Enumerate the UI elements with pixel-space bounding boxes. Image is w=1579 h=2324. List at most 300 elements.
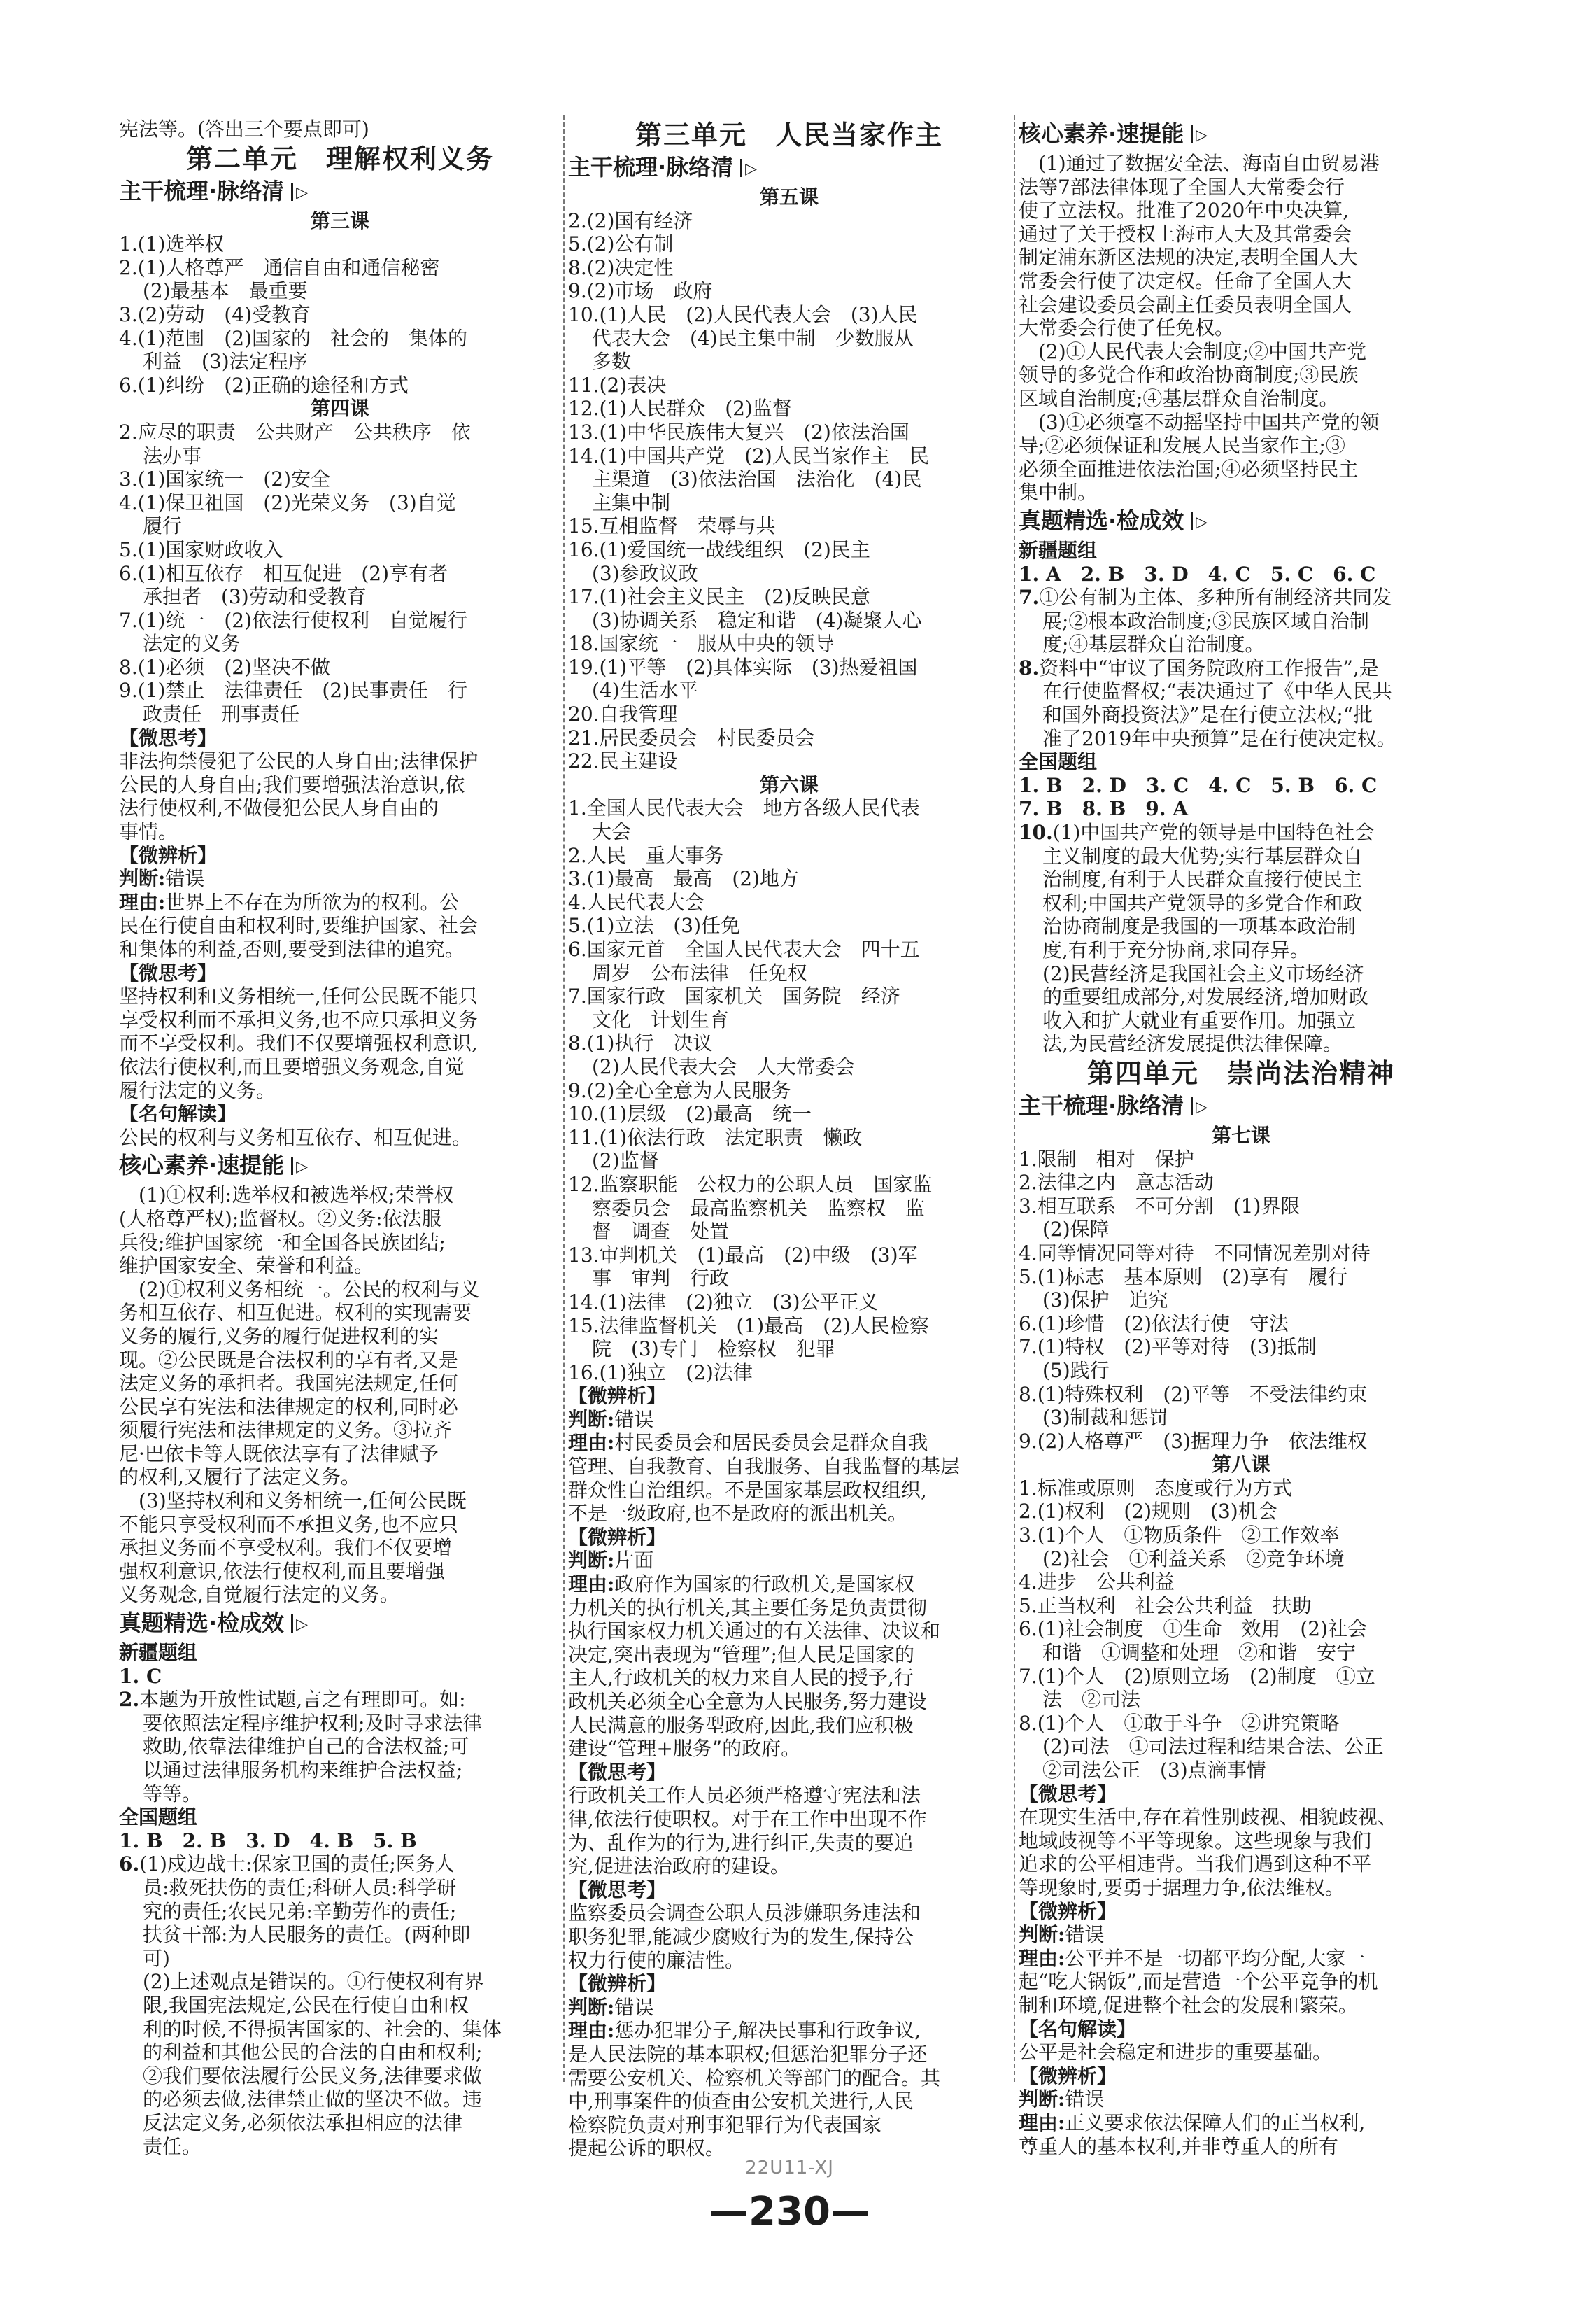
tag-label: 【微辨析】: [119, 843, 218, 867]
text-line: 区域自治制度;④基层群众自治制度。: [1019, 386, 1339, 410]
line-label: 判断:: [1019, 2087, 1065, 2111]
labeled-line: [1019, 2111, 1464, 2135]
tag-label: 【微辨析】: [1019, 1899, 1117, 1923]
labeled-line: [1019, 656, 1464, 680]
text-line: 准了2019年中央预算”是在行使决定权。: [1042, 726, 1396, 750]
text-line: 常委会行使了决定权。任命了全国人大: [1019, 269, 1352, 293]
text-line: 在行使监督权;“表决通过了《中华人民共: [1042, 679, 1392, 703]
text-line: 群众性自治组织。不是国家基层政权组织,: [568, 1478, 927, 1502]
text-line: (5)践行: [1042, 1358, 1110, 1382]
text-line: 集中制。: [1019, 481, 1098, 505]
line-text: 错误: [165, 867, 205, 891]
labeled-line: [1019, 1923, 1464, 1947]
text-line: 17.(1)社会主义民主 (2)反映民意: [568, 585, 870, 609]
text-line: 导;②必须保证和发展人民当家作主;③: [1019, 434, 1345, 458]
text-line: (1)①权利:选举权和被选举权;荣誉权: [119, 1183, 454, 1207]
page-number: —230—: [709, 2189, 870, 2234]
text-line: 制定浦东新区法规的决定,表明全国人大: [1019, 246, 1358, 269]
section-title: 真题精选·检成效: [1019, 507, 1184, 534]
text-line: (4)生活水平: [592, 679, 698, 703]
labeled-line: [568, 1549, 1010, 1572]
labeled-line: [568, 1996, 1010, 2020]
bar-icon: [1191, 512, 1193, 530]
line-text: 政府作为国家的行政机关,是国家权: [614, 1572, 915, 1596]
text-line: 政责任 刑事责任: [143, 703, 300, 726]
tag-label: 【名句解读】: [1019, 2017, 1137, 2041]
text-line: 反法定义务,必须依法承担相应的法律: [143, 2111, 462, 2134]
text-line: 大会: [592, 820, 632, 844]
text-line: 承担者 (3)劳动和受教育: [143, 585, 367, 609]
text-line: 10.(1)人民 (2)人民代表大会 (3)人民: [568, 302, 918, 326]
text-line: 提起公诉的职权。: [568, 2136, 725, 2160]
text-line: 社会建设委员会副主任委员表明全国人: [1019, 293, 1352, 316]
text-line: 21.居民委员会 村民委员会: [568, 726, 815, 749]
text-line: 和国外商投资法》”是在行使立法权;“批: [1042, 703, 1373, 727]
text-line: (3)参政议政: [592, 561, 698, 585]
middle-column: [568, 118, 1010, 2160]
text-line: 宪法等。(答出三个要点即可): [119, 118, 369, 141]
text-line: 20.自我管理: [568, 703, 678, 726]
text-line: 监察委员会调查公职人员涉嫌职务违法和: [568, 1901, 921, 1925]
unit-heading: 第三单元 人民当家作主: [635, 119, 943, 150]
section-heading: [119, 1150, 561, 1182]
text-line: 4.同等情况同等对待 不同情况差别对待: [1019, 1241, 1371, 1265]
labeled-line: [119, 867, 561, 891]
text-line: 扶贫干部:为人民服务的责任。(两种即: [143, 1923, 471, 1947]
left-column: [119, 118, 561, 2158]
text-line: 不能只享受权利而不承担义务,也不应只: [119, 1512, 458, 1536]
labeled-line: [568, 2019, 1010, 2043]
text-line: (3)①必须毫不动摇坚持中国共产党的领: [1019, 410, 1380, 434]
text-line: 2.人民 重大事务: [568, 843, 724, 867]
text-line: 地域歧视等不平等现象。这些现象与我们: [1019, 1829, 1372, 1852]
text-line: 尊重人的基本权利,并非尊重人的所有: [1019, 2134, 1338, 2158]
section-heading: [119, 176, 561, 208]
text-line: 4.(1)保卫祖国 (2)光荣义务 (3)自觉: [119, 491, 456, 514]
text-line: (3)保护 追究: [1042, 1288, 1168, 1312]
print-code: 22U11-XJ: [745, 2157, 834, 2178]
line-text: 本题为开放性试题,言之有理即可。如:: [139, 1688, 466, 1712]
text-line: 需要公安机关、检察机关等部门的配合。其: [568, 2066, 941, 2090]
text-line: 以通过法律服务机构来维护合法权益;: [143, 1759, 463, 1782]
section-title: 核心素养·速提能: [1019, 120, 1184, 147]
section-heading: [119, 1608, 561, 1640]
text-line: 治制度,有利于人民群众直接行使民主: [1042, 868, 1362, 892]
text-line: 起“吃大锅饭”,而是营造一个公平竞争的机: [1019, 1970, 1378, 1994]
text-line: 救助,依靠法律维护自己的合法权益;可: [143, 1735, 469, 1759]
line-text: 错误: [614, 1995, 654, 2019]
text-line: 3.相互联系 不可分割 (1)界限: [1019, 1194, 1301, 1218]
text-line: 法定义务的承担者。我国宪法规定,任何: [119, 1372, 458, 1395]
text-line: (2)最基本 最重要: [143, 279, 308, 303]
text-line: 6.(1)纠纷 (2)正确的途径和方式: [119, 373, 409, 397]
text-line: 1.(1)选举权: [119, 232, 225, 256]
triangle-icon: ▷: [1196, 513, 1208, 531]
text-line: 6.国家元首 全国人民代表大会 四十五: [568, 938, 920, 961]
text-line: 通过了关于授权上海市人大及其常委会: [1019, 222, 1352, 246]
text-line: 公平是社会稳定和进步的重要基础。: [1019, 2041, 1333, 2064]
text-line: (1)通过了数据安全法、海南自由贸易港: [1019, 152, 1380, 175]
text-line: 9.(2)市场 政府: [568, 279, 713, 303]
labeled-line: [119, 891, 561, 915]
text-line: 5.(2)公有制: [568, 232, 674, 256]
unit-heading: 第二单元 理解权利义务: [185, 142, 494, 174]
text-line: 建设“管理+服务”的政府。: [568, 1737, 801, 1761]
text-line: 5.(1)标志 基本原则 (2)享有 履行: [1019, 1265, 1348, 1288]
text-line: 力机关的执行机关,其主要任务是负责贯彻: [568, 1596, 927, 1619]
line-label: 理由:: [1019, 2111, 1065, 2134]
lesson-heading: 第八课: [1211, 1453, 1270, 1477]
line-text: 世界上不存在为所欲为的权利。公: [165, 890, 460, 914]
section-title: 核心素养·速提能: [119, 1152, 285, 1179]
text-line: 中,刑事案件的侦查由公安机关进行,人民: [568, 2090, 914, 2113]
text-line: 10.(1)层级 (2)最高 统一: [568, 1102, 812, 1126]
text-line: 追求的公平相违背。当我们遇到这种不平: [1019, 1852, 1372, 1876]
text-line: 不是一级政府,也不是政府的派出机关。: [568, 1502, 907, 1526]
text-line: 收入和扩大就业有重要作用。加强立: [1042, 1008, 1357, 1032]
text-line: (2)监督: [592, 1149, 659, 1173]
text-line: 6.(1)相互依存 相互促进 (2)享有者: [119, 561, 448, 585]
text-line: 和谐 ①调整和处理 ②和谐 安宁: [1042, 1641, 1357, 1665]
text-line: (2)人民代表大会 人大常委会: [592, 1055, 855, 1078]
group-heading: 新疆题组: [1019, 538, 1098, 562]
triangle-icon: ▷: [745, 160, 758, 178]
text-line: 履行法定的义务。: [119, 1078, 276, 1102]
text-line: 12.(1)人民群众 (2)监督: [568, 397, 792, 421]
text-line: 履行: [143, 514, 183, 538]
text-line: 公民的权利与义务相互依存、相互促进。: [119, 1125, 472, 1149]
labeled-line: [1019, 586, 1464, 610]
text-line: 1.全国人民代表大会 地方各级人民代表: [568, 796, 920, 820]
text-line: 制和环境,促进整个社会的发展和繁荣。: [1019, 1993, 1358, 2017]
bar-icon: [1191, 125, 1193, 143]
text-line: 和集体的利益,否则,要受到法律的追究。: [119, 938, 465, 961]
text-line: 察委员会 最高监察机关 监察权 监: [592, 1196, 926, 1220]
text-line: 6.(1)社会制度 ①生命 效用 (2)社会: [1019, 1617, 1368, 1641]
text-line: (2)社会 ①利益关系 ②竞争环境: [1042, 1547, 1345, 1570]
text-line: 2.(2)国有经济: [568, 209, 693, 232]
text-line: 14.(1)法律 (2)独立 (3)公平正义: [568, 1290, 879, 1314]
text-line: 的必须去做,法律禁止做的坚决不做。违: [143, 2087, 482, 2111]
line-label: 理由:: [1019, 1946, 1065, 1970]
section-title: 真题精选·检成效: [119, 1610, 285, 1637]
section-heading: [1019, 1091, 1464, 1122]
line-text: 村民委员会和居民委员会是群众自我: [614, 1431, 928, 1455]
text-line: 强权利意识,依法行使权利,而且要增强: [119, 1559, 445, 1583]
text-line: 文化 计划生育: [592, 1008, 730, 1031]
labeled-line: [1019, 821, 1464, 845]
text-line: 等等。: [143, 1782, 202, 1805]
text-line: 13.(1)中华民族伟大复兴 (2)依法治国: [568, 420, 909, 444]
line-label: 判断:: [568, 1995, 615, 2019]
text-line: 12.监察职能 公权力的公职人员 国家监: [568, 1172, 933, 1196]
text-line: 周岁 公布法律 任免权: [592, 961, 808, 985]
text-line: 须履行宪法和法律规定的义务。③拉齐: [119, 1418, 453, 1442]
section-title: 主干梳理·脉络清: [1019, 1092, 1184, 1119]
right-column: [1019, 118, 1464, 2158]
text-line: 究的责任;农民兄弟:辛勤劳作的责任;: [143, 1899, 457, 1923]
text-line: 的重要组成部分,对发展经济,增加财政: [1042, 985, 1368, 1009]
text-line: 13.审判机关 (1)最高 (2)中级 (3)军: [568, 1243, 918, 1267]
text-line: 的权利,又履行了法定义务。: [119, 1465, 360, 1489]
text-line: 多数: [592, 350, 632, 374]
text-line: 事 审判 行政: [592, 1267, 730, 1290]
labeled-line: [1019, 1947, 1464, 1971]
group-heading: 全国题组: [1019, 750, 1098, 774]
text-line: 法办事: [143, 444, 202, 467]
text-line: 要依照法定程序维护权利;及时寻求法律: [143, 1711, 483, 1735]
text-line: 享受权利而不承担义务,也不应只承担义务: [119, 1008, 478, 1031]
text-line: 法等7部法律体现了全国人大常委会行: [1019, 175, 1345, 199]
section-heading: [1019, 119, 1464, 150]
text-line: 11.(2)表决: [568, 373, 667, 397]
text-line: 现。②公民既是合法权利的享有者,又是: [119, 1348, 458, 1372]
line-label: 理由:: [568, 1572, 615, 1596]
text-line: 18.国家统一 服从中央的领导: [568, 632, 835, 656]
text-line: (3)坚持权利和义务相统一,任何公民既: [119, 1489, 467, 1513]
text-line: 承担义务而不享受权利。我们不仅要增: [119, 1536, 453, 1560]
text-line: 法行使权利,不做侵犯公民人身自由的: [119, 796, 439, 820]
section-title: 主干梳理·脉络清: [119, 177, 285, 204]
bar-icon: [1191, 1097, 1193, 1115]
text-line: 3.(1)最高 最高 (2)地方: [568, 867, 800, 891]
triangle-icon: ▷: [296, 1158, 309, 1176]
line-label: 6.: [119, 1852, 140, 1876]
line-label: 7.: [1019, 586, 1040, 610]
text-line: 7.(1)个人 (2)原则立场 (2)制度 ①立: [1019, 1664, 1375, 1688]
text-line: 法,为民营经济发展提供法律保障。: [1042, 1032, 1343, 1056]
bar-icon: [740, 159, 742, 177]
text-line: 1.限制 相对 保护: [1019, 1147, 1194, 1171]
text-line: 2.(1)权利 (2)规则 (3)机会: [1019, 1500, 1277, 1523]
text-line: 主集中制: [592, 491, 671, 514]
line-text: 正义要求依法保障人们的正当权利,: [1065, 2111, 1366, 2134]
text-line: 律,依法行使职权。对于在工作中出现不作: [568, 1807, 927, 1831]
text-line: 等现象时,要勇于据理力争,依法维权。: [1019, 1875, 1345, 1899]
tag-label: 【微思考】: [1019, 1782, 1117, 1805]
text-line: 公民享有宪法和法律规定的权利,同时必: [119, 1395, 458, 1418]
tag-label: 【名句解读】: [119, 1102, 237, 1126]
text-line: 主渠道 (3)依法治国 法治化 (4)民: [592, 467, 922, 491]
lesson-heading: 第五课: [759, 185, 819, 209]
unit-heading: 第四单元 崇尚法治精神: [1086, 1057, 1395, 1089]
text-line: 尼·巴依卡等人既依法享有了法律赋予: [119, 1442, 439, 1465]
lesson-heading: 第三课: [310, 209, 369, 232]
line-label: 理由:: [119, 890, 166, 914]
text-line: 民在行使自由和权利时,要维护国家、社会: [119, 914, 478, 938]
text-line: 3.(1)国家统一 (2)安全: [119, 467, 331, 491]
text-line: (3)协调关系 稳定和谐 (4)凝聚人心: [592, 608, 922, 632]
text-line: 度;④基层群众自治制度。: [1042, 633, 1265, 656]
line-text: 资料中“审议了国务院政府工作报告”,是: [1039, 656, 1379, 679]
lesson-heading: 第六课: [759, 773, 819, 796]
text-line: 是人民法院的基本职权;但惩治犯罪分子还: [568, 2042, 928, 2066]
line-text: 惩办犯罪分子,解决民事和行政争议,: [614, 2019, 921, 2043]
page-footer: [0, 2157, 1579, 2178]
text-line: 执行国家权力机关通过的有关法律、决议和: [568, 1619, 941, 1643]
text-line: 15.互相监督 荣辱与共: [568, 514, 776, 538]
lesson-heading: 第七课: [1211, 1123, 1270, 1147]
text-line: 代表大会 (4)民主集中制 少数服从: [592, 326, 914, 350]
text-line: ②我们要依法履行公民义务,法律要求做: [143, 2064, 482, 2087]
text-line: 依法行使权利,而且要增强义务观念,自觉: [119, 1055, 465, 1078]
text-line: 兵役;维护国家统一和全国各民族团结;: [119, 1230, 446, 1254]
text-line: 4.(1)范围 (2)国家的 社会的 集体的: [119, 326, 468, 350]
text-line: 员:救死扶伤的责任;科研人员:科学研: [143, 1875, 457, 1899]
text-line: 9.(1)禁止 法律责任 (2)民事责任 行: [119, 679, 468, 703]
line-text: 片面: [614, 1549, 654, 1572]
text-line: 责任。: [143, 2134, 202, 2158]
text-line: 限,我国宪法规定,公民在行使自由和权: [143, 1993, 469, 2017]
text-line: 务相互依存、相互促进。权利的实现需要: [119, 1301, 472, 1325]
text-line: 16.(1)爱国统一战线组织 (2)民主: [568, 537, 870, 561]
labeled-line: [568, 1572, 1010, 1596]
text-line: 展;②根本政治制度;③民族区域自治制: [1042, 609, 1369, 633]
tag-label: 【微辨析】: [568, 1972, 667, 1996]
text-line: 治协商制度是我国的一项基本政治制: [1042, 915, 1357, 938]
text-line: 9.(2)全心全意为人民服务: [568, 1078, 791, 1102]
line-text: ①公有制为主体、多种所有制经济共同发: [1039, 586, 1392, 610]
text-line: 5.(1)立法 (3)任免: [568, 914, 741, 938]
tag-label: 【微思考】: [568, 1878, 667, 1901]
tag-label: 【微辨析】: [568, 1384, 667, 1408]
text-line: 3.(1)个人 ①物质条件 ②工作效率: [1019, 1523, 1340, 1547]
labeled-line: [119, 1688, 561, 1712]
line-text: (1)戍边战士:保家卫国的责任;医务人: [139, 1852, 455, 1876]
text-line: 8.(1)特殊权利 (2)平等 不受法律约束: [1019, 1382, 1368, 1406]
line-text: 错误: [1065, 1923, 1105, 1947]
text-line: 4.人民代表大会: [568, 890, 704, 914]
text-line: 9.(2)人格尊严 (3)据理力争 依法维权: [1019, 1429, 1368, 1453]
text-line: 公民的人身自由;我们要增强法治意识,依: [119, 773, 465, 796]
line-label: 判断:: [568, 1407, 615, 1431]
text-line: 11.(1)依法行政 法定职责 懒政: [568, 1125, 863, 1149]
text-line: (2)保障: [1042, 1218, 1110, 1241]
text-line: 维护国家安全、荣誉和利益。: [119, 1254, 374, 1278]
text-line: 3.(2)劳动 (4)受教育: [119, 302, 311, 326]
text-line: ②司法公正 (3)点滴事情: [1042, 1759, 1266, 1782]
text-line: 5.(1)国家财政收入: [119, 537, 283, 561]
text-line: 究,促进法治政府的建设。: [568, 1854, 790, 1878]
lesson-heading: 第四课: [310, 397, 369, 421]
text-line: 管理、自我教育、自我服务、自我监督的基层: [568, 1455, 961, 1479]
text-line: (2)上述观点是错误的。①行使权利有界: [143, 1970, 484, 1994]
text-line: 行政机关工作人员必须严格遵守宪法和法: [568, 1784, 921, 1808]
text-line: 利的时候,不得损害国家的、社会的、集体: [143, 2017, 502, 2041]
text-line: (人格尊严权);监督权。②义务:依法服: [119, 1206, 441, 1230]
text-line: 非法拘禁侵犯了公民的人身自由;法律保护: [119, 749, 479, 773]
column-divider: [1014, 115, 1015, 2082]
line-label: 2.: [119, 1688, 140, 1712]
section-title: 主干梳理·脉络清: [568, 154, 734, 181]
text-line: 权力行使的廉洁性。: [568, 1948, 745, 1972]
text-line: 2.应尽的职责 公共财产 公共秩序 依: [119, 420, 471, 444]
text-line: 8.(2)决定性: [568, 255, 674, 279]
labeled-line: [1019, 2087, 1464, 2111]
line-text: 错误: [1065, 2087, 1105, 2111]
line-text: (1)中国共产党的领导是中国特色社会: [1052, 821, 1375, 845]
text-line: 必须全面推进依法治国;④必须坚持民主: [1019, 457, 1359, 481]
text-line: 大常委会行使了任免权。: [1019, 316, 1235, 340]
text-line: 检察院负责对刑事犯罪行为代表国家: [568, 2113, 882, 2136]
line-text: 公平并不是一切都平均分配,大家一: [1065, 1946, 1366, 1970]
text-line: 义务的履行,义务的履行促进权利的实: [119, 1324, 439, 1348]
bar-icon: [291, 1614, 293, 1633]
line-label: 判断:: [1019, 1923, 1065, 1947]
text-line: 坚持权利和义务相统一,任何公民既不能只: [119, 985, 478, 1008]
column-divider: [563, 115, 565, 2082]
text-line: 主义制度的最大优势;实行基层群众自: [1042, 844, 1363, 868]
answer-line: 1. A 2. B 3. D 4. C 5. C 6. C: [1019, 562, 1376, 586]
text-line: 4.进步 公共利益: [1019, 1570, 1175, 1594]
answer-line: 1. B 2. D 3. C 4. C 5. B 6. C: [1019, 773, 1378, 797]
text-line: 人民满意的服务型政府,因此,我们应积极: [568, 1713, 914, 1737]
triangle-icon: ▷: [1196, 1098, 1208, 1116]
text-line: 法定的义务: [143, 632, 241, 656]
text-line: 8.(1)个人 ①敢于斗争 ②讲究策略: [1019, 1711, 1340, 1735]
text-line: (2)①人民代表大会制度;②中国共产党: [1019, 339, 1367, 363]
text-line: 5.正当权利 社会公共利益 扶助: [1019, 1593, 1312, 1617]
text-line: 法 ②司法: [1042, 1688, 1141, 1712]
text-line: 事情。: [119, 820, 178, 844]
bar-icon: [291, 183, 293, 201]
answer-line: 1. C: [119, 1664, 162, 1688]
text-line: 2.法律之内 意志活动: [1019, 1171, 1214, 1195]
text-line: 在现实生活中,存在着性别歧视、相貌歧视、: [1019, 1805, 1397, 1829]
triangle-icon: ▷: [296, 183, 309, 202]
text-line: (2)民营经济是我国社会主义市场经济: [1042, 962, 1364, 985]
answer-line: 1. B 2. B 3. D 4. B 5. B: [119, 1829, 417, 1852]
text-line: 度,有利于充分协商,求同存异。: [1042, 938, 1310, 962]
text-line: 2.(1)人格尊严 通信自由和通信秘密: [119, 255, 440, 279]
text-line: 22.民主建设: [568, 749, 678, 773]
text-line: 主人,行政机关的权力来自人民的授予,行: [568, 1666, 914, 1690]
text-line: 14.(1)中国共产党 (2)人民当家作主 民: [568, 444, 929, 467]
section-heading: [568, 153, 1010, 184]
labeled-line: [568, 1431, 1010, 1455]
line-label: 理由:: [568, 1431, 615, 1455]
group-heading: 新疆题组: [119, 1641, 198, 1665]
text-line: 6.(1)珍惜 (2)依法行使 守法: [1019, 1311, 1289, 1335]
text-line: (2)①权利义务相统一。公民的权利与义: [119, 1277, 480, 1301]
text-line: (2)司法 ①司法过程和结果合法、公正: [1042, 1735, 1384, 1759]
text-line: 而不享受权利。我们不仅要增强权利意识,: [119, 1031, 478, 1055]
text-line: 16.(1)独立 (2)法律: [568, 1360, 753, 1384]
tag-label: 【微辨析】: [1019, 2064, 1117, 2087]
labeled-line: [568, 1408, 1010, 1432]
text-line: 督 调查 处置: [592, 1220, 730, 1244]
text-line: 职务犯罪,能减少腐败行为的发生,保持公: [568, 1924, 914, 1948]
text-line: 使了立法权。批准了2020年中央决算,: [1019, 199, 1350, 223]
line-text: 错误: [614, 1407, 654, 1431]
text-line: 1.标准或原则 态度或行为方式: [1019, 1476, 1292, 1500]
tag-label: 【微思考】: [119, 961, 218, 985]
line-label: 10.: [1019, 821, 1053, 845]
text-line: 7.(1)特权 (2)平等对待 (3)抵制: [1019, 1335, 1317, 1359]
answer-line: 7. B 8. B 9. A: [1019, 797, 1188, 821]
line-label: 理由:: [568, 2019, 615, 2043]
text-line: 院 (3)专门 检察权 犯罪: [592, 1337, 835, 1361]
triangle-icon: ▷: [296, 1616, 309, 1634]
line-label: 8.: [1019, 656, 1040, 679]
text-line: 领导的多党合作和政治协商制度;③民族: [1019, 363, 1359, 387]
text-line: 15.法律监督机关 (1)最高 (2)人民检察: [568, 1314, 929, 1337]
text-line: 8.(1)必须 (2)坚决不做: [119, 655, 331, 679]
text-line: 8.(1)执行 决议: [568, 1031, 713, 1055]
text-line: 政机关必须全心全意为人民服务,努力建设: [568, 1690, 927, 1713]
text-line: 权利;中国共产党领导的多党合作和政: [1042, 891, 1363, 915]
text-line: 为、乱作为的行为,进行纠正,失责的要追: [568, 1831, 914, 1854]
